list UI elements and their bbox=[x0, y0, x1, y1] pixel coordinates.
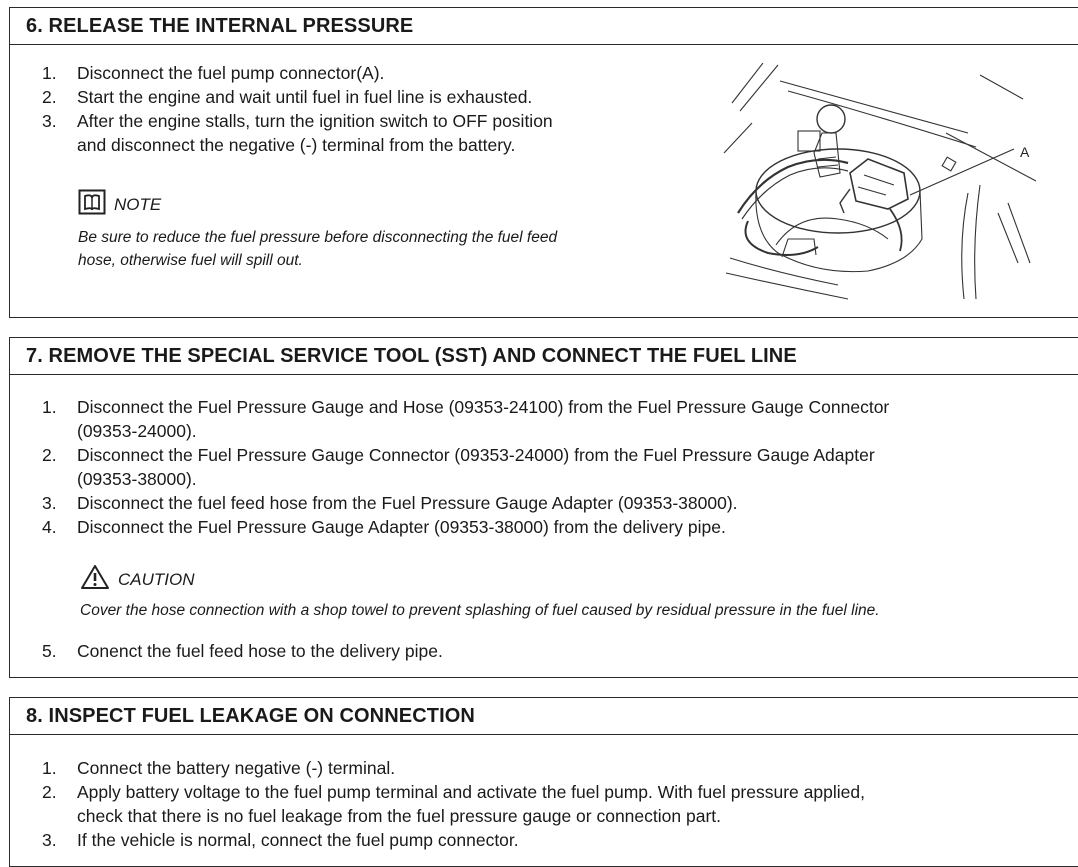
step-text: Disconnect the fuel pump connector(A). bbox=[77, 63, 385, 83]
list-item bbox=[10, 639, 1010, 663]
book-icon bbox=[78, 189, 106, 220]
step-number: 4. bbox=[42, 517, 57, 537]
step-number: 2. bbox=[42, 87, 57, 107]
note-text-line: hose, otherwise fuel will spill out. bbox=[78, 252, 303, 269]
section-title: 6. RELEASE THE INTERNAL PRESSURE bbox=[10, 8, 1078, 45]
warning-icon bbox=[80, 564, 110, 595]
caution-heading bbox=[80, 564, 1070, 595]
step-number: 1. bbox=[42, 63, 57, 83]
note-heading bbox=[78, 189, 718, 220]
caution-label: CAUTION bbox=[118, 569, 195, 589]
step-number: 3. bbox=[42, 111, 57, 131]
step-list bbox=[10, 756, 1010, 852]
step-number: 1. bbox=[42, 758, 57, 778]
step-list bbox=[10, 639, 1010, 663]
note-label: NOTE bbox=[114, 194, 162, 214]
figure-callout-label: A bbox=[1020, 144, 1030, 160]
step-number: 3. bbox=[42, 830, 57, 850]
caution-text: Cover the hose connection with a shop towel to prevent splashing of fuel caused by residual pressure in the fuel line. bbox=[80, 602, 880, 619]
note-text bbox=[78, 226, 718, 272]
step-text-line: (09353-38000). bbox=[77, 469, 197, 489]
list-item bbox=[10, 109, 680, 157]
step-number: 5. bbox=[42, 641, 57, 661]
step-text: Connect the battery negative (-) terminal. bbox=[77, 758, 396, 778]
step-text-line: and disconnect the negative (-) terminal from the battery. bbox=[77, 135, 516, 155]
note-text-line: Be sure to reduce the fuel pressure before disconnecting the fuel feed bbox=[78, 229, 558, 246]
step-number: 2. bbox=[42, 782, 57, 802]
step-text-line: Disconnect the Fuel Pressure Gauge Connector (09353-24000) from the Fuel Pressure Gauge Adapter bbox=[77, 445, 875, 465]
list-item bbox=[10, 443, 1070, 491]
list-item bbox=[10, 61, 680, 85]
step-number: 3. bbox=[42, 493, 57, 513]
step-text-line: check that there is no fuel leakage from the fuel pressure gauge or connection part. bbox=[77, 806, 721, 826]
section-title: 8. INSPECT FUEL LEAKAGE ON CONNECTION bbox=[10, 698, 1078, 735]
list-item bbox=[10, 395, 1070, 443]
list-item bbox=[10, 780, 1010, 828]
section-inspect-fuel-leakage bbox=[9, 697, 1078, 867]
list-item bbox=[10, 515, 1070, 539]
section-title: 7. REMOVE THE SPECIAL SERVICE TOOL (SST) AND CONNECT THE FUEL LINE bbox=[10, 338, 1078, 375]
step-text: Start the engine and wait until fuel in fuel line is exhausted. bbox=[77, 87, 533, 107]
step-list bbox=[10, 61, 680, 157]
step-text: Conenct the fuel feed hose to the delivery pipe. bbox=[77, 641, 443, 661]
note-block bbox=[78, 189, 718, 272]
step-text: Disconnect the fuel feed hose from the Fuel Pressure Gauge Adapter (09353-38000). bbox=[77, 493, 738, 513]
step-text-line: (09353-24000). bbox=[77, 421, 197, 441]
step-text-line: Apply battery voltage to the fuel pump terminal and activate the fuel pump. With fuel pressure applied, bbox=[77, 782, 865, 802]
step-number: 1. bbox=[42, 397, 57, 417]
section-release-internal-pressure bbox=[9, 7, 1078, 318]
list-item bbox=[10, 828, 1010, 852]
step-text-line: After the engine stalls, turn the ignition switch to OFF position bbox=[77, 111, 553, 131]
step-text: Disconnect the Fuel Pressure Gauge Adapter (09353-38000) from the delivery pipe. bbox=[77, 517, 726, 537]
section-remove-special-service-tool bbox=[9, 337, 1078, 678]
list-item bbox=[10, 756, 1010, 780]
step-number: 2. bbox=[42, 445, 57, 465]
list-item bbox=[10, 85, 680, 109]
step-list bbox=[10, 395, 1070, 539]
caution-block bbox=[80, 564, 1070, 622]
step-text-line: Disconnect the Fuel Pressure Gauge and Hose (09353-24100) from the Fuel Pressure Gauge Connector bbox=[77, 397, 890, 417]
step-text: If the vehicle is normal, connect the fuel pump connector. bbox=[77, 830, 519, 850]
list-item bbox=[10, 491, 1070, 515]
fuel-pump-figure bbox=[718, 63, 1036, 303]
